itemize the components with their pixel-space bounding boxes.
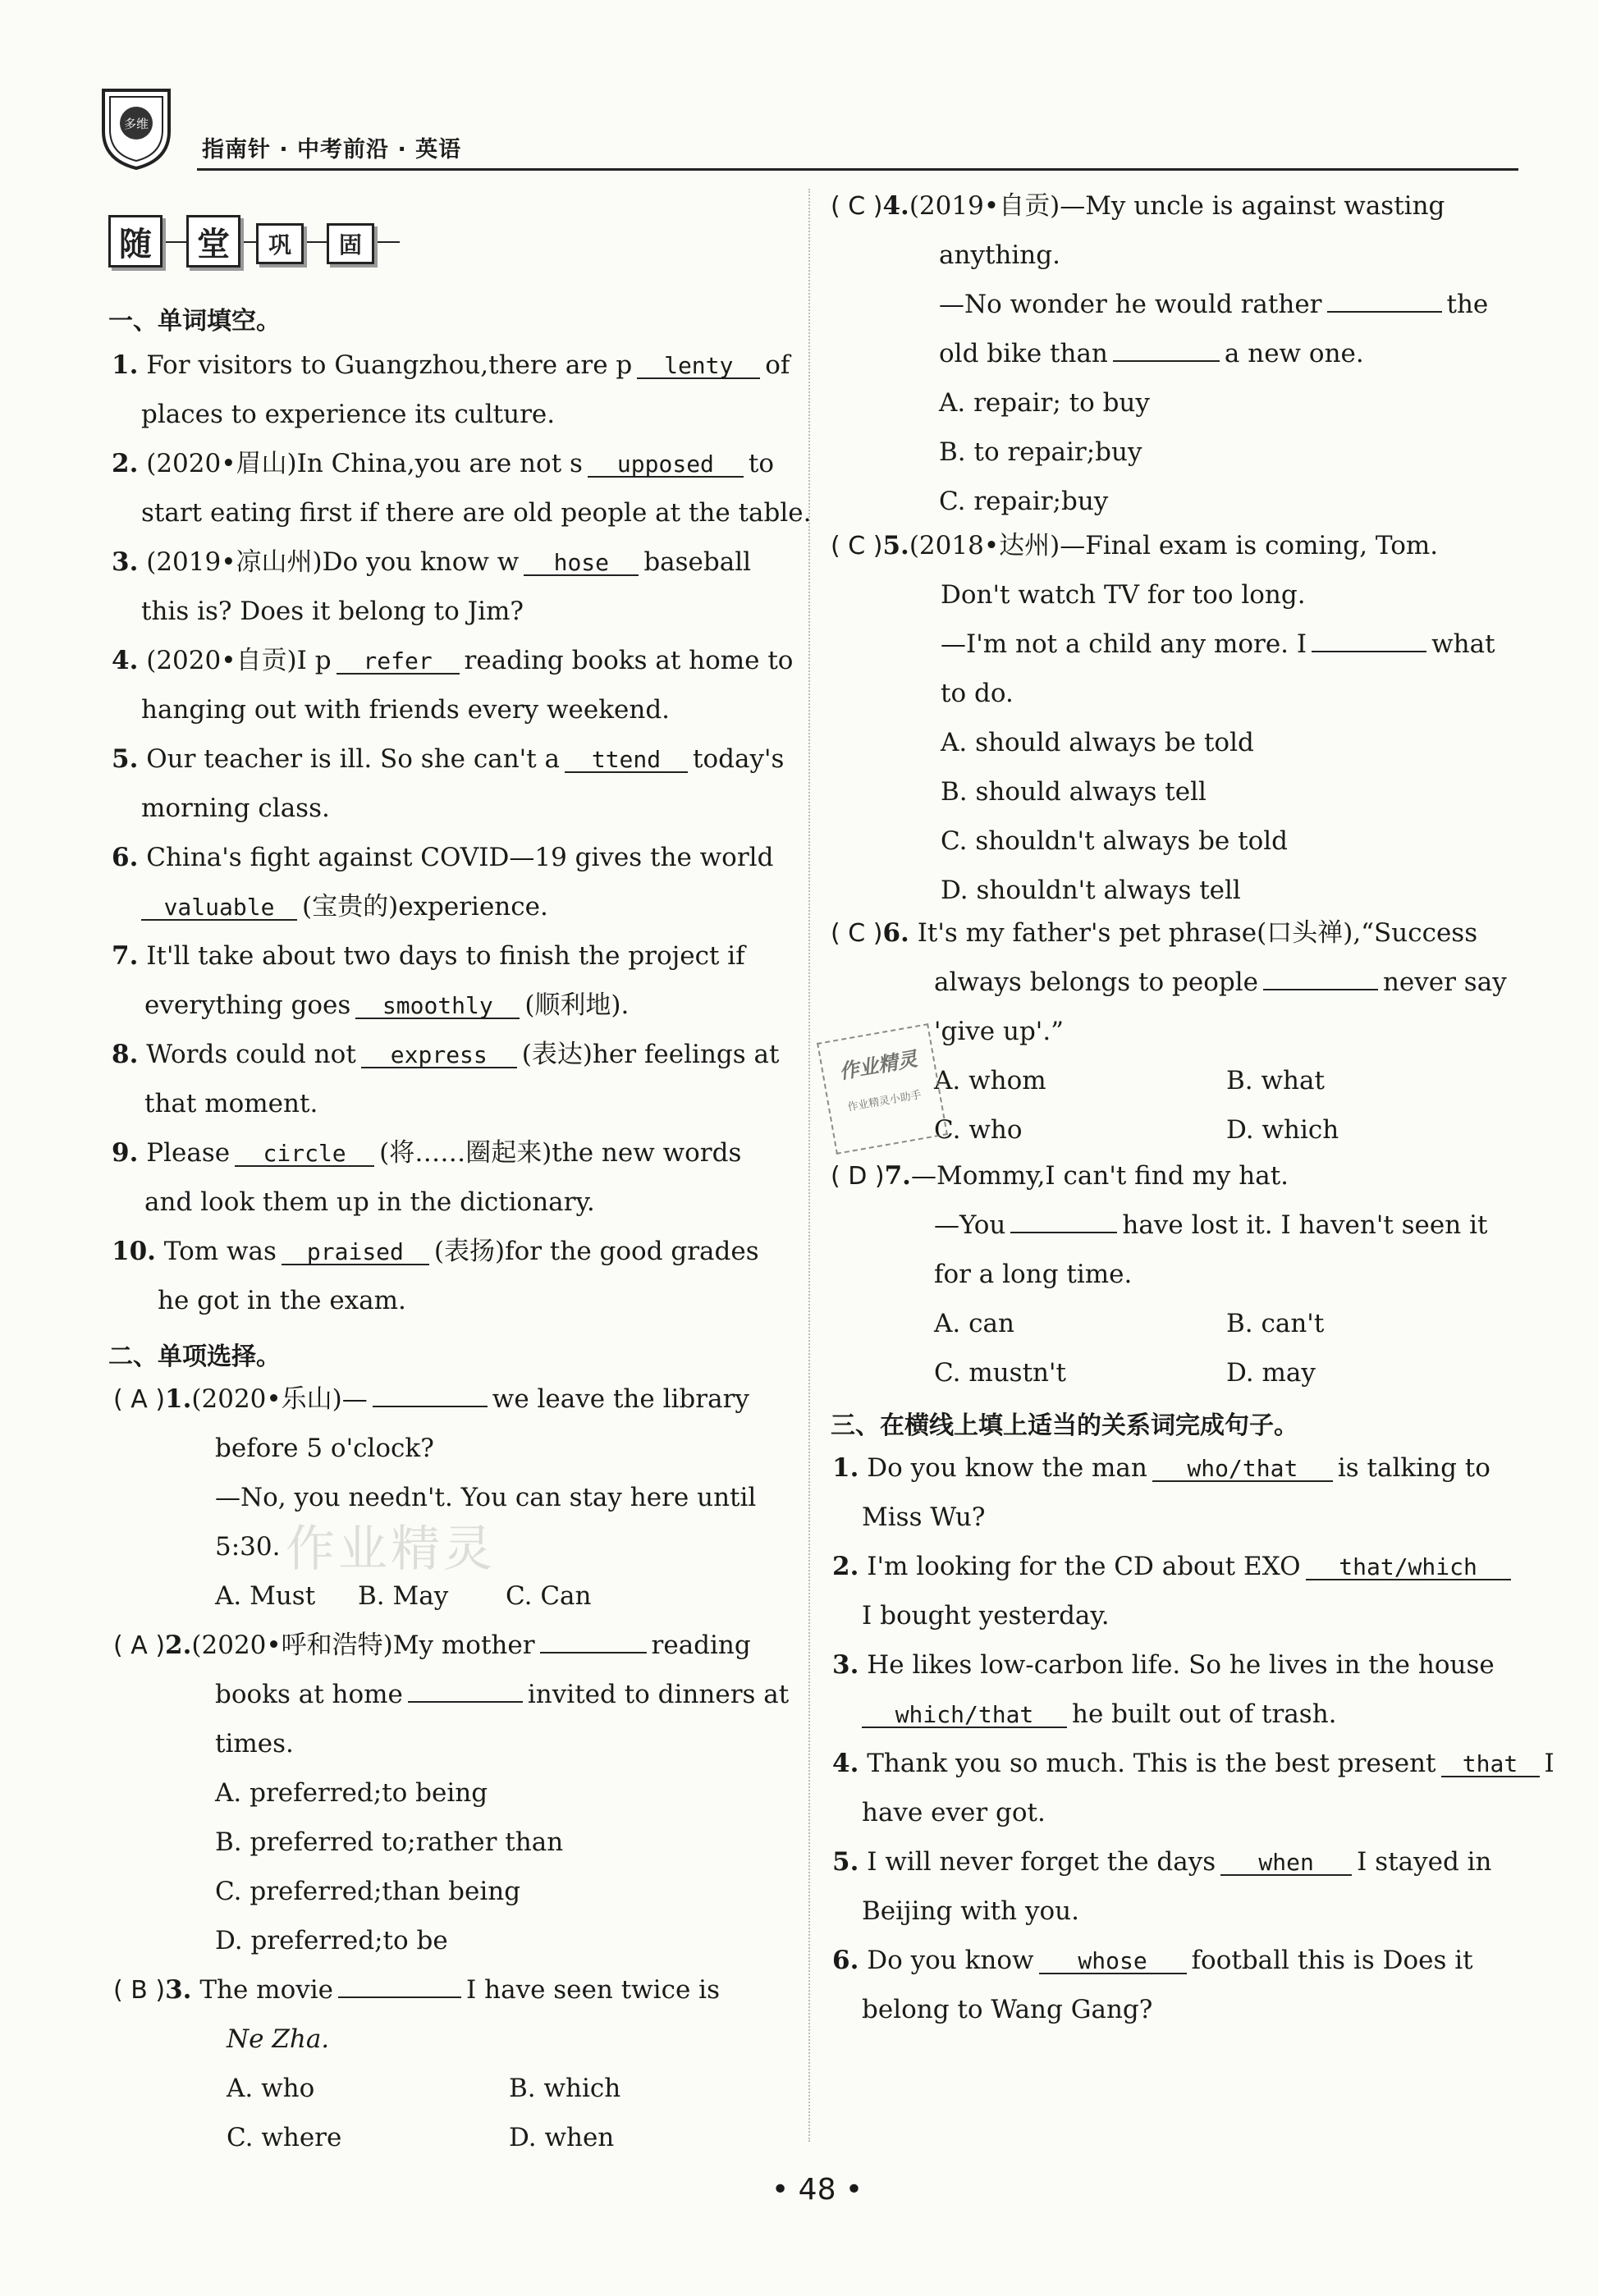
q1-10-line2: he got in the exam. [158,1286,406,1315]
mc6-option-d: D. which [1226,1115,1339,1145]
q3-3-line2: which/that he built out of trash. [857,1702,1337,1728]
q1-2-line1: 2. (2020•眉山)In China,you are not s upposed to [112,449,775,478]
mc4-option-c: C. repair;buy [939,487,1109,516]
q1-8-line1: 8. Words could not express (表达)her feelings at [112,1040,780,1069]
answer-blank: which/that [862,1704,1067,1728]
q1-3-line2: this is? Does it belong to Jim? [141,597,524,626]
mc1-line2: before 5 o'clock? [215,1434,434,1463]
q1-3-line1: 3. (2019•凉山州)Do you know w hose baseball [112,547,752,577]
answer-blank: express [361,1044,517,1068]
mc2-line1: ( A )2.(2020•呼和浩特)My mother reading [113,1631,751,1660]
q3-4-line2: have ever got. [862,1798,1046,1827]
mc2-line2: books at home invited to dinners at [215,1680,790,1709]
q1-1-line2: places to experience its culture. [141,400,556,429]
page-number: • 48 • [772,2173,863,2207]
q1-6-line2: valuable (宝贵的)experience. [136,894,548,921]
q3-1-line1: 1. Do you know the man who/that is talking to [832,1453,1490,1483]
answer-blank: circle [235,1142,374,1167]
mc7-option-a: A. can [934,1309,1014,1338]
mc3-option-d: D. when [509,2123,615,2152]
mc5-line3: —I'm not a child any more. I what [941,629,1495,659]
q3-1-line2: Miss Wu? [862,1502,986,1532]
mc6-option-b: B. what [1226,1066,1325,1095]
mc6-option-a: A. whom [934,1066,1046,1095]
title-char-1: 随 [108,215,163,268]
q1-4-line1: 4. (2020•自贡)I p refer reading books at home to [112,646,794,675]
mc5-option-d: D. shouldn't always tell [941,876,1241,905]
header-rule [197,168,1518,171]
section-heading-3: 三、在横线上填上适当的关系词完成句子。 [831,1411,1298,1440]
mc1-option-a: A. Must [215,1581,316,1611]
mc4-line4: old bike than a new one. [939,339,1364,368]
mc5-line2: Don't watch TV for too long. [941,580,1306,610]
mc4-option-a: A. repair; to buy [939,388,1150,418]
mc7-line1: ( D )7.—Mommy,I can't find my hat. [831,1161,1289,1191]
q1-1-line1: 1. For visitors to Guangzhou,there are p lenty of [112,350,790,380]
title-char-2: 堂 [186,215,240,268]
mc5-option-c: C. shouldn't always be told [941,826,1288,856]
answer-blank: upposed [588,453,744,478]
answer-blank: that [1441,1753,1540,1777]
answer-blank: refer [337,650,460,675]
mc2-line3: times. [215,1729,294,1759]
mc7-option-d: D. may [1226,1358,1316,1388]
homework-stamp: 作业精灵 作业精灵小助手 [817,1023,948,1155]
answer-blank: hose [524,551,639,576]
q3-2-line2: I bought yesterday. [862,1601,1110,1631]
q3-6-line1: 6. Do you know whose football this is Does it [832,1946,1473,1975]
mc3-option-b: B. which [509,2074,621,2103]
mc4-line3: —No wonder he would rather the [939,290,1489,319]
mc1-option-b: B. May [358,1581,449,1611]
q1-9-line1: 9. Please circle (将……圈起来)the new words [112,1138,742,1168]
logo-text: 多维 [123,117,149,131]
answer-blank: lenty [637,354,760,379]
mc4-option-b: B. to repair;buy [939,437,1142,467]
title-char-4: 固 [327,223,374,264]
answer-blank: valuable [141,896,297,921]
mc1-option-c: C. Can [506,1581,592,1611]
q1-4-line2: hanging out with friends every weekend. [141,695,671,725]
q1-9-line2: and look them up in the dictionary. [144,1187,595,1217]
mc3-option-c: C. where [227,2123,342,2152]
q1-10-line1: 10. Tom was praised (表扬)for the good grades [112,1237,759,1266]
mc3-line2: Ne Zha. [227,2024,330,2054]
header-title: 指南针 · 中考前沿 · 英语 [202,137,462,162]
answer-blank: who/that [1152,1457,1333,1482]
q1-2-line2: start eating first if there are old people at the table. [141,498,812,528]
section-heading-2: 二、单项选择。 [108,1342,281,1371]
mc6-line1: ( C )6. It's my father's pet phrase(口头禅),“Success [831,918,1478,948]
q3-5-line1: 5. I will never forget the days when I stayed in [832,1847,1492,1877]
mc7-option-b: B. can't [1226,1309,1325,1338]
answer-blank: whose [1039,1950,1187,1974]
mc7-option-c: C. mustn't [934,1358,1066,1388]
mc5-line4: to do. [941,679,1014,708]
mc5-option-b: B. should always tell [941,777,1207,807]
mc6-line2: always belongs to people never say [934,967,1507,997]
q1-5-line2: morning class. [141,794,330,823]
mc5-option-a: A. should always be told [941,728,1254,757]
q1-5-line1: 5. Our teacher is ill. So she can't a ttend today's [112,744,785,774]
q3-4-line1: 4. Thank you so much. This is the best present that I [832,1749,1555,1778]
title-char-3: 巩 [256,223,304,264]
mc1-line1: ( A )1.(2020•乐山)— we leave the library [113,1384,749,1414]
q3-6-line2: belong to Wang Gang? [862,1995,1153,2024]
mc3-line1: ( B )3. The movie I have seen twice is [113,1975,720,2005]
q1-7-line1: 7. It'll take about two days to finish the project if [112,941,745,971]
section-heading-1: 一、单词填空。 [108,307,281,336]
mc6-option-c: C. who [934,1115,1023,1145]
mc7-line3: for a long time. [934,1260,1133,1289]
mc6-line3: 'give up'.” [934,1017,1065,1046]
q3-5-line2: Beijing with you. [862,1896,1079,1926]
mc2-option-b: B. preferred to;rather than [215,1827,564,1857]
answer-blank: ttend [565,748,688,773]
mc2-option-a: A. preferred;to being [215,1778,488,1808]
mc4-line2: anything. [939,240,1060,270]
publisher-logo [95,82,177,172]
mc5-line1: ( C )5.(2018•达州)—Final exam is coming, Tom. [831,531,1439,560]
mc7-line2: —You have lost it. I haven't seen it [934,1210,1488,1240]
answer-blank: smoothly [355,995,520,1019]
column-divider [808,189,810,2142]
mc2-option-c: C. preferred;than being [215,1877,521,1906]
q3-3-line1: 3. He likes low-carbon life. So he lives in the house [832,1650,1495,1680]
answer-blank: when [1220,1851,1352,1876]
mc2-option-d: D. preferred;to be [215,1926,448,1955]
answer-blank: that/which [1306,1556,1511,1580]
q3-2-line1: 2. I'm looking for the CD about EXO that/which [832,1554,1516,1580]
mc1-line3: —No, you needn't. You can stay here until [215,1483,757,1512]
q1-6-line1: 6. China's fight against COVID—19 gives the world [112,843,774,872]
mc3-option-a: A. who [227,2074,315,2103]
mc4-line1: ( C )4.(2019•自贡)—My uncle is against wasting [831,191,1445,221]
q1-8-line2: that moment. [144,1089,318,1118]
q1-7-line2: everything goes smoothly (顺利地). [144,990,630,1020]
answer-blank: praised [282,1241,429,1265]
mc1-line4: 5:30. [215,1532,281,1562]
section-title-banner [108,213,404,268]
watermark: 作业精灵 [286,1521,496,1578]
